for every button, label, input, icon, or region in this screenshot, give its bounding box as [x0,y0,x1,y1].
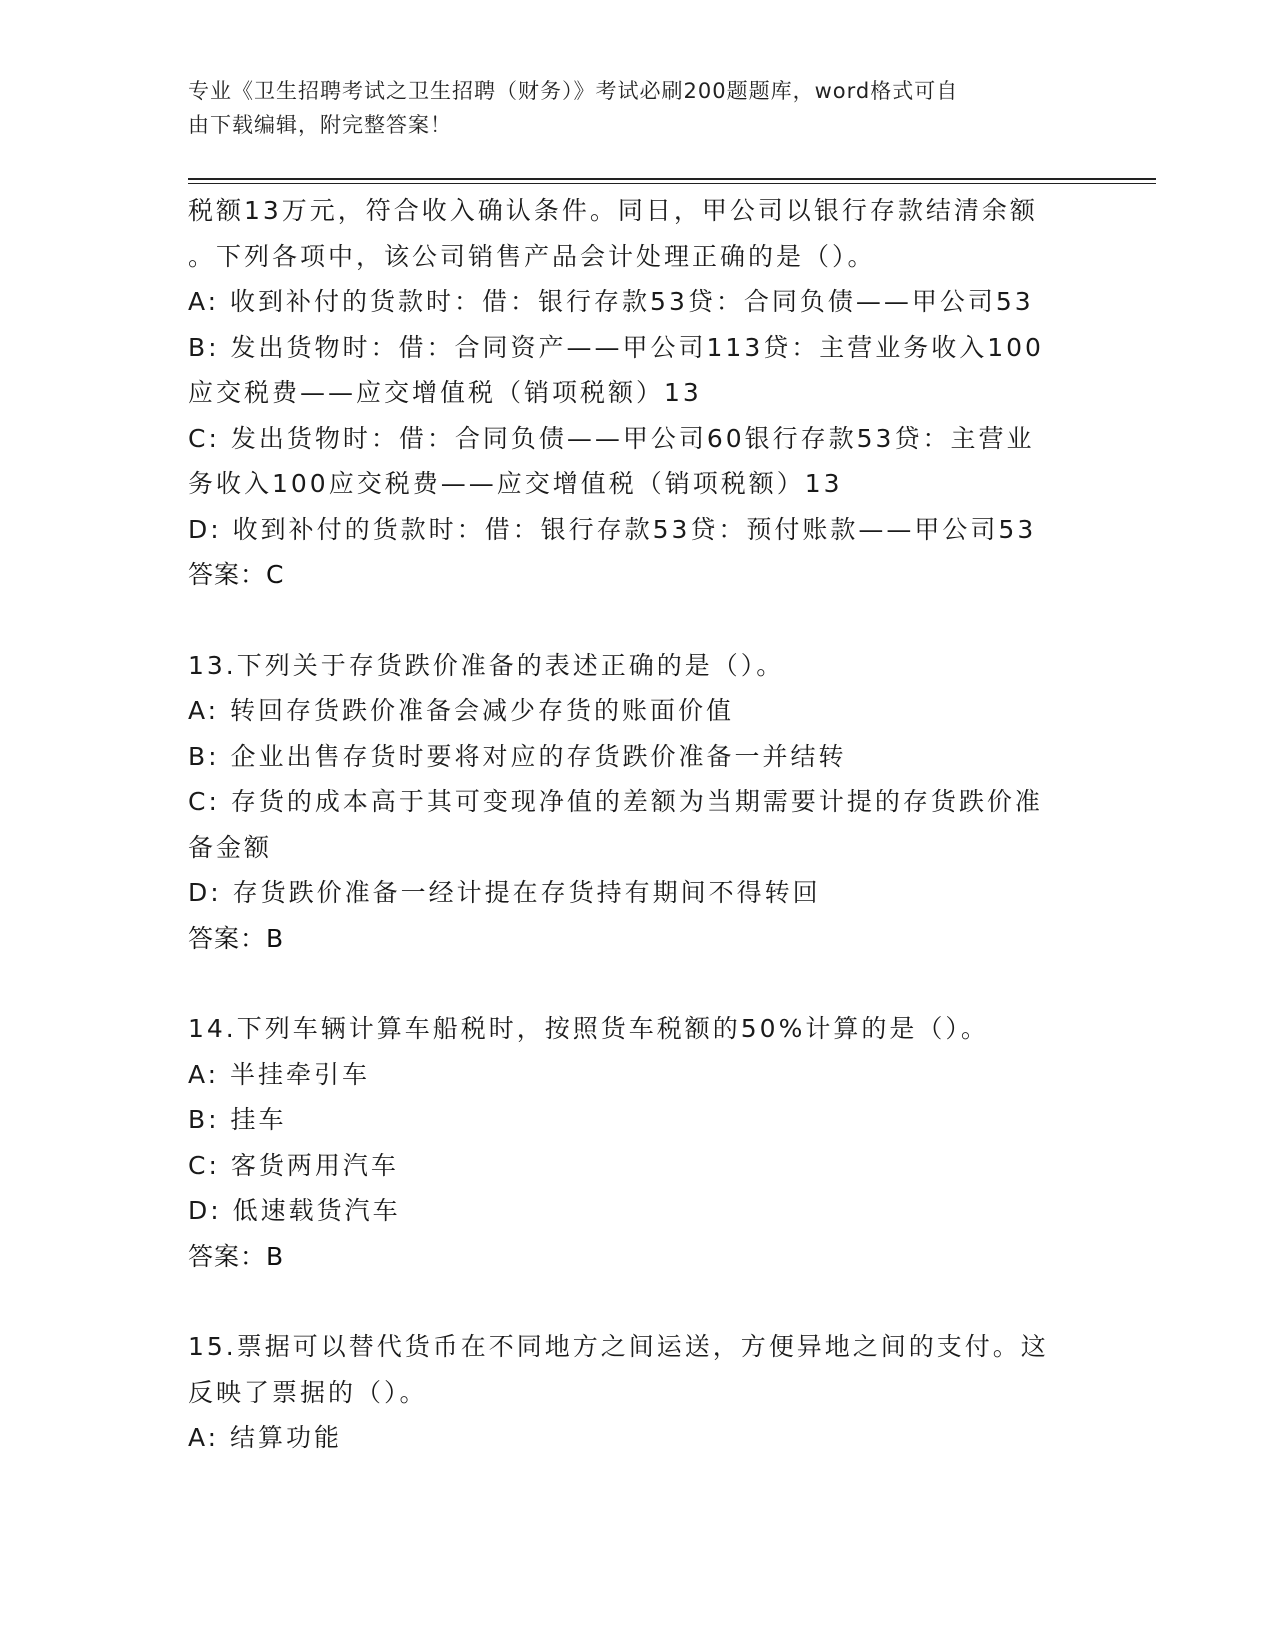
question-15 [188,1324,1088,1461]
answer-label: 答案：B [188,923,285,953]
header-rule-thick [188,178,1156,180]
option-b: B: 企业出售存货时要将对应的存货跌价准备一并结转 [188,741,847,771]
answer-label: 答案：C [188,560,285,589]
document-body [188,188,1088,1461]
option-b: B: 发出货物时：借：合同资产——甲公司113贷：主营业务收入100 [188,332,1044,362]
question-13 [188,643,1088,962]
option-a: A: 结算功能 [188,1423,343,1452]
question-14 [188,1006,1088,1279]
option-c-continued: 务收入100应交税费——应交增值税（销项税额）13 [188,469,843,498]
question-12-continued [188,188,1088,598]
header-line-2: 由下载编辑，附完整答案！ [188,113,452,137]
question-stem-line: 反映了票据的（）。 [188,1377,428,1407]
option-c: C: 存货的成本高于其可变现净值的差额为当期需要计提的存货跌价准 [188,787,1043,816]
option-d: D: 收到补付的货款时：借：银行存款53贷：预付账款——甲公司53 [188,514,1037,544]
option-c: C: 发出货物时：借：合同负债——甲公司60银行存款53贷：主营业 [188,423,1035,453]
question-stem: 14.下列车辆计算车船税时，按照货车税额的50%计算的是（）。 [188,1014,989,1043]
question-stem: 13.下列关于存货跌价准备的表述正确的是（）。 [188,650,785,680]
question-stem-line: 税额13万元，符合收入确认条件。同日，甲公司以银行存款结清余额 [188,196,1038,225]
option-b-continued: 应交税费——应交增值税（销项税额）13 [188,378,702,407]
option-c: C: 客货两用汽车 [188,1150,399,1180]
option-a: A: 收到补付的货款时：借：银行存款53贷：合同负债——甲公司53 [188,287,1034,316]
option-d: D: 存货跌价准备一经计提在存货持有期间不得转回 [188,878,821,907]
answer-label: 答案：B [188,1241,285,1271]
option-b: B: 挂车 [188,1105,287,1134]
option-d: D: 低速载货汽车 [188,1196,401,1225]
question-stem-line: 。下列各项中，该公司销售产品会计处理正确的是（）。 [188,241,876,271]
option-a: A: 转回存货跌价准备会减少存货的账面价值 [188,696,735,725]
option-c-continued: 备金额 [188,832,273,862]
header-line-1: 专业《卫生招聘考试之卫生招聘（财务）》考试必刷200题题库，word格式可自 [188,79,959,103]
option-a: A: 半挂牵引车 [188,1059,371,1089]
document-header [188,74,1068,142]
header-rule-thin [188,183,1156,184]
question-stem-line: 15.票据可以替代货币在不同地方之间运送，方便异地之间的支付。这 [188,1332,1049,1361]
